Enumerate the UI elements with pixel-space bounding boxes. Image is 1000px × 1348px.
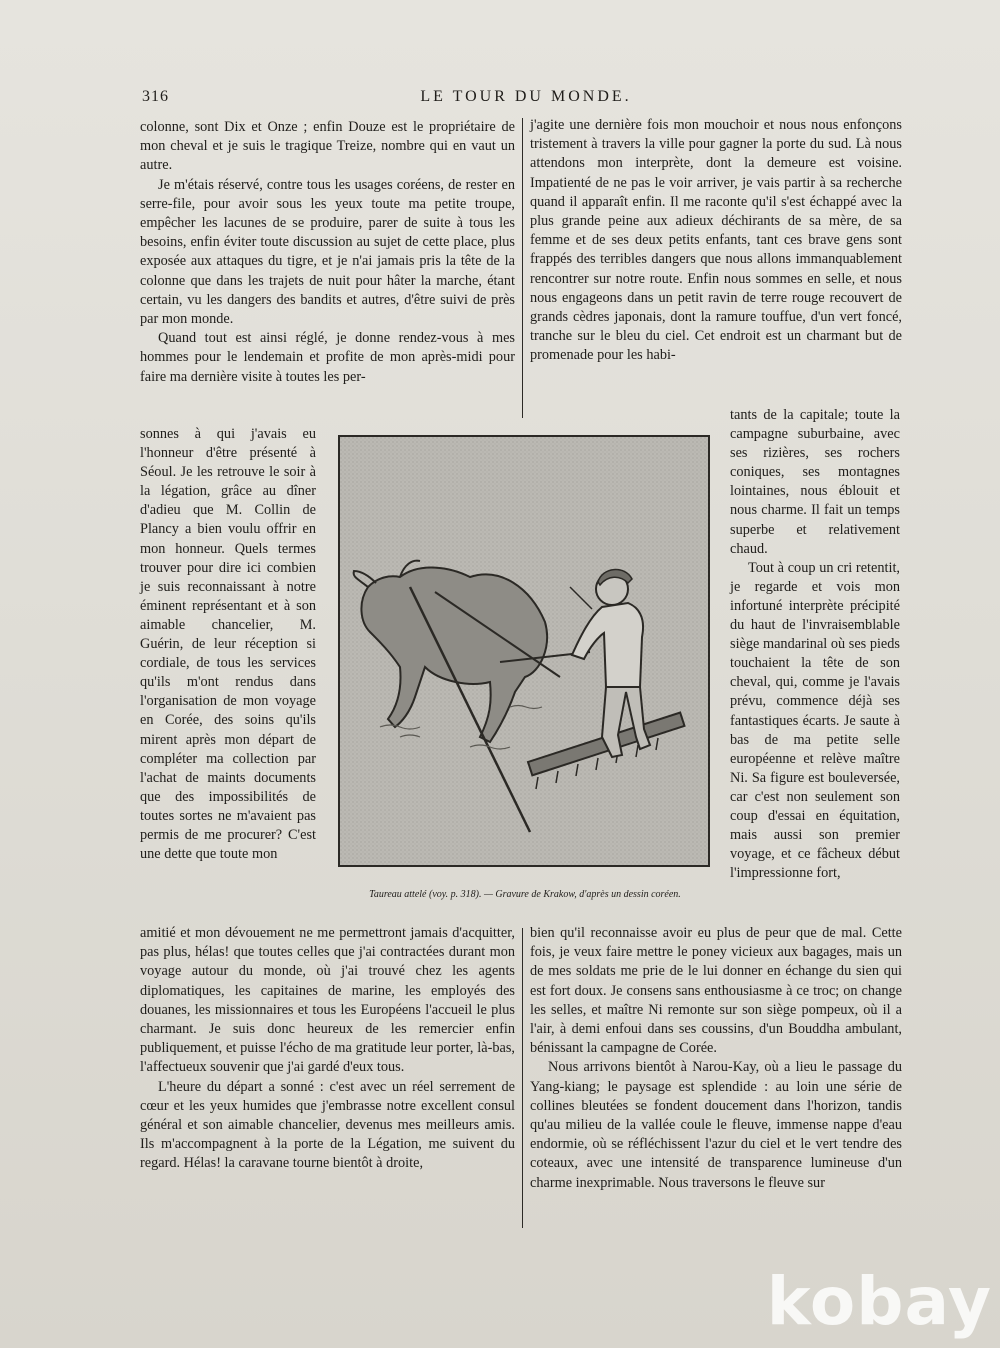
running-title: LE TOUR DU MONDE. xyxy=(420,88,632,105)
left-column-top xyxy=(140,118,515,387)
column-rule-top xyxy=(522,118,523,418)
paragraph: Je m'étais réservé, contre tous les usages coréens, de rester en serre-file, pour avoir sous les yeux toute ma petite troupe, empêcher les lacunes de se produire, parer de suite à tous les besoins, enfin éviter toute discussion au sujet de cette place, plus exposée aux attaques du tigre, et je n'ai jamais pris la tête de la colonne que dans les trajets de nuit pour hâter la marche, étant certain, vu les dangers des bandits et autres, d'être suivi de près par mon monde. xyxy=(140,176,515,328)
right-column-top xyxy=(530,116,902,366)
paragraph: Quand tout est ainsi réglé, je donne rendez-vous à mes hommes pour le lendemain et profite de mon après-midi pour faire ma dernière visite à toutes les per- xyxy=(140,330,515,385)
paragraph: amitié et mon dévouement ne me permettront jamais d'acquitter, pas plus, hélas! que toutes celles que j'ai contractées durant mon voyage autour du monde, où j'ai trouvé chez les agents diplomatiques, les capitaines de marine, les employés des douanes, les missionnaires et tous les Européens l'accueil le plus charmant. Je suis donc heureux de les remercier enfin publiquement, et puisse l'écho de ma gratitude leur porter, là-bas, l'affectueux souvenir que j'ai gardé d'eux tous. xyxy=(140,925,515,1076)
paragraph: L'heure du départ a sonné : c'est avec un réel serrement de cœur et les yeux humides que j'embrasse notre excellent consul général et son aimable chancelier, devenus mes meilleurs amis. Ils m'accompagnent à la porte de la Légation, me suivent du regard. Hélas! la caravane tourne bientôt à droite, xyxy=(140,1078,515,1172)
column-rule-bottom xyxy=(522,928,523,1228)
paragraph: j'agite une dernière fois mon mouchoir et nous nous enfonçons tristement à travers la ville pour gagner la porte du sud. Là nous attendons mon interprète, dont la demeure est voisine. Impatienté de ne pas le voir arriver, je vais partir à sa recherche quand il apparaît enfin. Il me raconte qu'il s'est échappé avec la plus grande peine aux adieux déchirants de sa mère, de sa femme et de ses deux petits enfants, tant ces brave gens sont frappés des terribles dangers que nous allons immanquablement rencontrer sur notre route. Enfin nous sommes en selle, et nous nous engageons dans un petit ravin de terre rouge recouvert de grands cèdres japonais, dont la ramure touffue, d'un vert foncé, tranche sur le bleu du ciel. Cet endroit est un charmant but de promenade pour les habi- xyxy=(530,117,902,364)
left-column-bottom xyxy=(140,924,515,1174)
right-column-narrow xyxy=(730,406,900,883)
figure-caption: Taureau attelé (voy. p. 318). — Gravure de Krakow, d'après un dessin coréen. xyxy=(369,889,681,900)
paragraph: bien qu'il reconnaisse avoir eu plus de peur que de mal. Cette fois, je veux faire mettre le poney vicieux aux bagages, mais un de mes soldats me prie de le lui donner en échange du sien qui est fort doux. Je consens sans enthousiasme à ce troc; on change les selles, et maître Ni remonte sur son siège pompeux, où il a l'air, à demi enfoui dans ses coussins, d'un Bouddha ambulant, bénissant la campagne de Corée. xyxy=(530,925,902,1057)
left-column-narrow xyxy=(140,425,316,864)
right-column-bottom xyxy=(530,924,902,1193)
paragraph: tants de la capitale; toute la campagne suburbaine, avec ses rizières, ses rochers coniques, ses montagnes lointaines, nous éblouit et nous charme. Il fait un temps superbe et relativement chaud. xyxy=(730,407,900,557)
paragraph: Nous arrivons bientôt à Narou-Kay, où a lieu le passage du Yang-kiang; le paysage est splendide : au loin une série de collines bleutées se fondent doucement dans l'horizon, tandis qu'au milieu de la vallée coule le fleuve, immense nappe d'eau endormie, où se réfléchissent l'azur du ciel et le vert tendre des coteaux, avec une intensité de transparence lumineuse d'un charme inexprimable. Nous traversons le fleuve sur xyxy=(530,1059,902,1191)
page-header xyxy=(142,88,910,112)
engraving-figure xyxy=(338,435,710,867)
watermark-logo: kobay xyxy=(766,1263,992,1340)
paragraph: sonnes à qui j'avais eu l'honneur d'être présenté à Séoul. Je les retrouve le soir à la légation, grâce au dîner d'adieu que M. Collin de Plancy a bien voulu offrir en mon honneur. Quels termes trouver pour dire ici combien je suis reconnaissant à notre éminent représentant et à son aimable chancelier, M. Guérin, de leur réception si cordiale, de tous les services qu'ils m'ont rendus dans l'organisation de mon voyage en Corée, des soins qu'ils mirent après mon départ de compléter ma collection par l'achat de maints documents que des impossibilités de toutes sortes ne m'avaient pas permis de me procurer? C'est une dette que toute mon xyxy=(140,426,316,863)
ox-plough-illustration xyxy=(340,437,708,865)
paragraph: Tout à coup un cri retentit, je regarde et vois mon infortuné interprète précipité du haut de l'invraisemblable siège mandarinal où ses pieds touchaient la tête de son cheval, qui, comme je l'avais prévu, commence déjà ses fantastiques écarts. Je saute à bas de ma petite selle européenne et relève maître Ni. Sa figure est bouleversée, car c'est non seulement son coup d'essai en équitation, mais aussi son premier voyage, et ce fâcheux début l'impressionne fort, xyxy=(730,559,900,882)
paragraph: colonne, sont Dix et Onze ; enfin Douze est le propriétaire de mon cheval et je suis le tragique Treize, nombre qui en vaut un autre. xyxy=(140,119,515,174)
page-number: 316 xyxy=(142,88,169,105)
